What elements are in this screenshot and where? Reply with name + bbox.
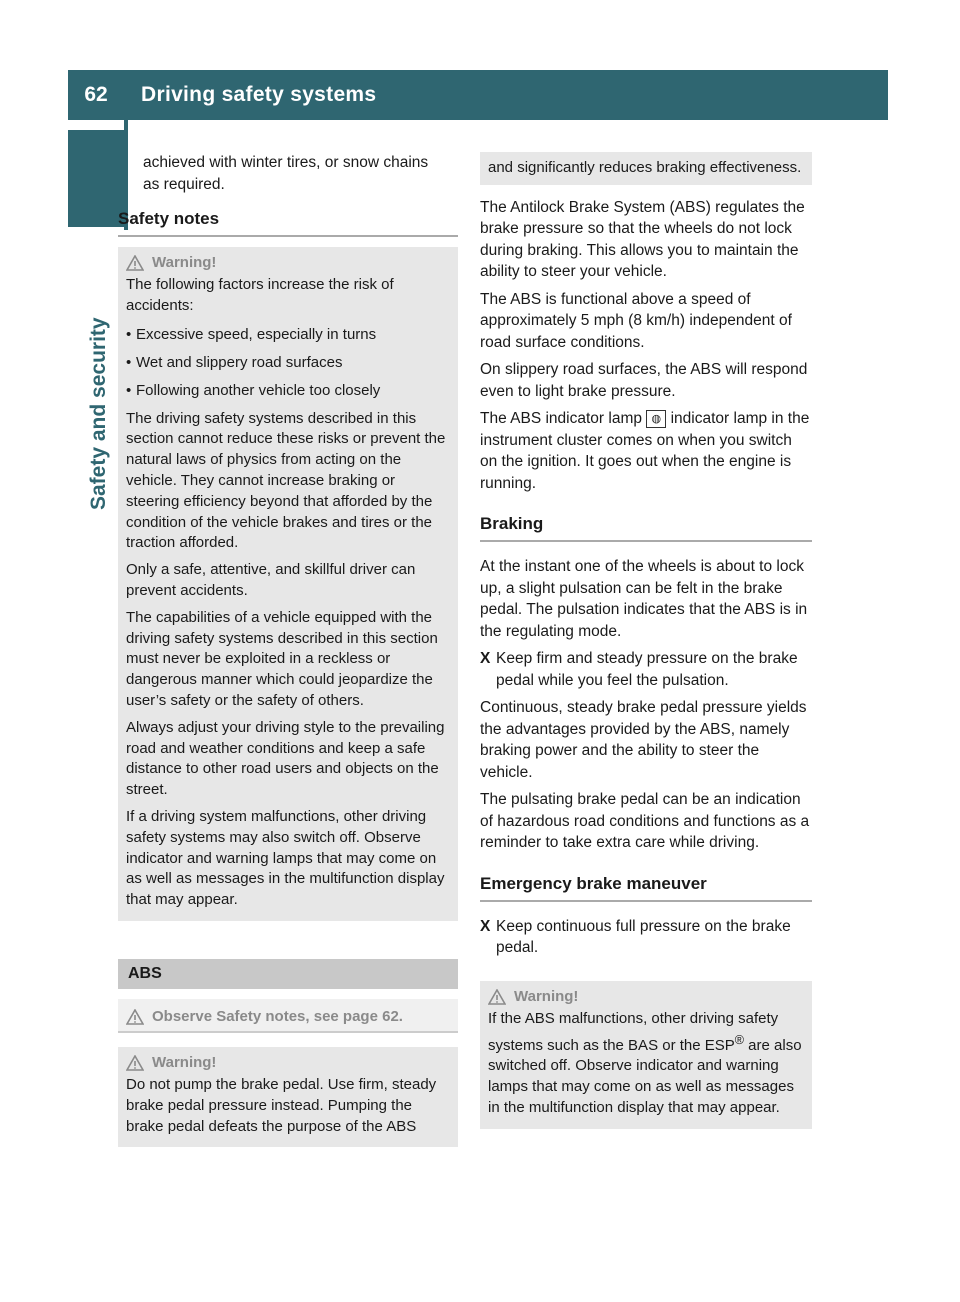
warning-continued-text: and significantly reduces braking effectiveness.	[488, 159, 802, 176]
abs-paragraph: On slippery road surfaces, the ABS will respond even to light brake pressure.	[480, 361, 808, 400]
action-step	[480, 916, 812, 959]
braking-paragraph: The pulsating brake pedal can be an indication of hazardous road conditions and functions as a reminder to take extra care while driving.	[480, 791, 810, 852]
bullet-item: • Wet and slippery road surfaces	[126, 353, 450, 373]
braking-paragraph: Continuous, steady brake pedal pressure yields the advantages provided by the ABS, namely braking power and the ability to steer the vehicle.	[480, 699, 807, 781]
warning-label: Warning!	[514, 987, 579, 1005]
warning-text-after: are also switched off. Observe indicator and warning lamps that may come on as well as messages in the multifunction display that may appear.	[488, 1036, 802, 1116]
warning-title	[126, 1053, 450, 1073]
page-number: 62	[84, 83, 108, 106]
abs-lamp-text-after: indicator lamp in the instrument cluster comes on when you switch on the ignition. It goes out when the engine is running.	[480, 410, 810, 492]
warning-title	[488, 987, 804, 1007]
warning-paragraph	[488, 1009, 804, 1119]
warning-triangle-icon	[488, 989, 506, 1005]
warning-triangle-icon	[126, 1055, 144, 1071]
action-step	[480, 648, 812, 691]
observe-note-text: Observe Safety notes, see page 62.	[152, 1007, 403, 1025]
warning-label: Warning!	[152, 254, 217, 271]
chapter-title: Driving safety systems	[141, 83, 377, 106]
warning-paragraph: Only a safe, attentive, and skillful driver can prevent accidents.	[126, 561, 416, 599]
warning-title	[126, 253, 450, 273]
abs-lamp-icon: ◍	[646, 410, 666, 428]
observe-note-box	[118, 999, 458, 1033]
warning-paragraph: The capabilities of a vehicle equipped with the driving safety systems described in this section must never be exploited in a reckless or dangerous manner which could jeopardize the user’s safety or the safety of others.	[126, 608, 438, 709]
warning-paragraph: The driving safety systems described in this section cannot reduce these risks or prevent the natural laws of physics from acting on the vehicle. They cannot increase braking or steering efficiency beyond that afforded by the condition of the vehicle brakes and tires or the traction afforded.	[126, 409, 446, 552]
warning-paragraph: Always adjust your driving style to the prevailing road and weather conditions and keep a safe distance to other road users and objects on the street.	[126, 718, 445, 799]
warning-triangle-icon	[126, 1009, 144, 1025]
abs-lamp-paragraph	[480, 408, 812, 494]
intro-line-1: achieved with winter tires, or snow chains	[143, 154, 429, 171]
warning-box-emergency	[480, 981, 812, 1129]
action-arrow-icon: X	[480, 917, 491, 935]
intro-line-2: as required.	[143, 175, 225, 193]
warning-box-safety	[118, 247, 458, 921]
warning-box-continued	[480, 152, 812, 185]
warning-intro: The following factors increase the risk of accidents:	[126, 276, 394, 314]
bullet-item: • Following another vehicle too closely	[126, 381, 450, 401]
section-side-label: Safety and security	[87, 317, 110, 510]
safety-notes-heading: Safety notes	[118, 209, 458, 237]
side-tab-marker	[68, 130, 124, 227]
action-step-text: Keep continuous full pressure on the brake pedal.	[496, 917, 791, 957]
warning-label: Warning!	[152, 1053, 217, 1071]
warning-box-abs	[118, 1047, 458, 1147]
bullet-item: • Excessive speed, especially in turns	[126, 325, 450, 345]
warning-triangle-icon	[126, 255, 144, 271]
emergency-heading: Emergency brake maneuver	[480, 874, 812, 902]
action-arrow-icon: X	[480, 650, 491, 668]
observe-note	[126, 1007, 450, 1027]
abs-paragraph: The Antilock Brake System (ABS) regulates the brake pressure so that the wheels do not lock during braking. This allows you to maintain the ability to steer your vehicle.	[480, 198, 805, 281]
action-step-text: Keep firm and steady pressure on the brake pedal while you feel the pulsation.	[496, 650, 798, 689]
warning-text-before: If the ABS malfunctions, other driving safety systems such as the BAS or the ESP	[488, 1009, 779, 1054]
right-column	[480, 152, 812, 1129]
abs-lamp-text-before: The ABS indicator lamp	[480, 410, 642, 428]
left-column	[118, 152, 458, 1147]
warning-paragraph: If a driving system malfunctions, other driving safety systems may also switch off. Observe indicator and warning lamps that may come on as well as messages in the multifunction display that may appear.	[126, 807, 445, 909]
abs-paragraph: The ABS is functional above a speed of approximately 5 mph (8 km/h) independent of road surface conditions.	[480, 290, 792, 351]
braking-paragraph: At the instant one of the wheels is about to lock up, a slight pulsation can be felt in the brake pedal. The pulsation indicates that the ABS is in the regulating mode.	[480, 558, 808, 640]
abs-section-heading: ABS	[118, 959, 458, 989]
warning-paragraph: Do not pump the brake pedal. Use firm, steady brake pedal pressure instead. Pumping the brake pedal defeats the purpose of the ABS	[126, 1075, 437, 1135]
registered-mark: ®	[734, 1032, 744, 1047]
braking-heading: Braking	[480, 514, 812, 542]
